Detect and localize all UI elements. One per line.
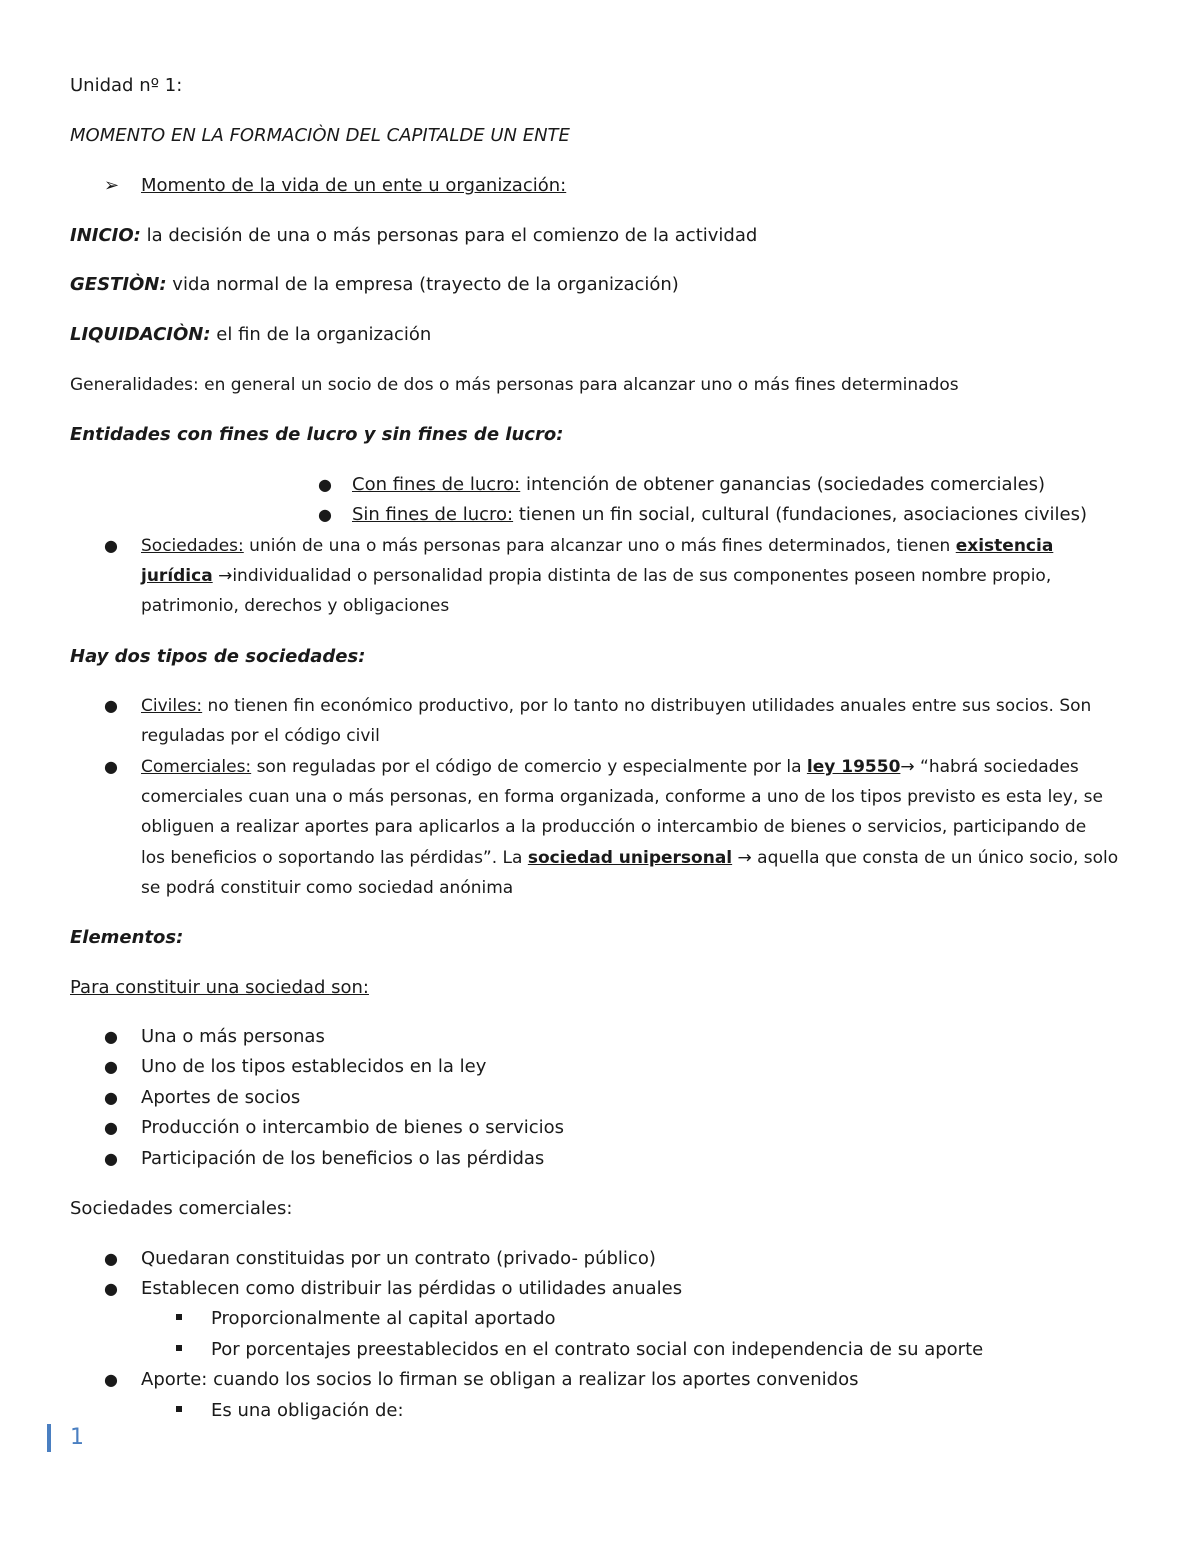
- elemento-item: Participación de los beneficios o las pérdidas: [141, 1148, 545, 1169]
- juridica-term: jurídica: [141, 566, 213, 586]
- comerciales-line-1: [141, 755, 1079, 779]
- liquidacion-label: LIQUIDACIÒN:: [70, 324, 211, 345]
- bullet-icon: ●: [104, 1057, 118, 1076]
- liquidacion-line: [70, 323, 431, 347]
- arrow-bullet-icon: ➢: [104, 175, 120, 196]
- con-fines-line: [352, 473, 1045, 497]
- bullet-icon: ●: [104, 1279, 118, 1298]
- sc-item-3: Aporte: cuando los socios lo firman se obligan a realizar los aportes convenidos: [141, 1369, 859, 1390]
- bullet-icon: ●: [104, 1088, 118, 1107]
- bullet-icon: ●: [318, 505, 332, 524]
- sociedades-comerciales-heading: Sociedades comerciales:: [70, 1198, 293, 1219]
- elemento-item: Producción o intercambio de bienes o servicios: [141, 1117, 565, 1138]
- unit-label: Unidad nº 1:: [70, 75, 183, 96]
- unipersonal-term: sociedad unipersonal: [527, 848, 733, 868]
- bullet-icon: ●: [104, 536, 118, 555]
- gestion-text: vida normal de la empresa (trayecto de la organización): [166, 274, 679, 295]
- bullet-icon: ●: [104, 1149, 118, 1168]
- civiles-line-1: [141, 694, 1091, 718]
- elemento-item: Aportes de socios: [141, 1087, 301, 1108]
- sociedades-line-2: [141, 564, 1051, 588]
- existencia-term: existencia: [955, 536, 1054, 556]
- inicio-label: INICIO:: [70, 225, 141, 246]
- elemento-item: Uno de los tipos establecidos en la ley: [141, 1056, 487, 1077]
- comerciales-text-1a: son reguladas por el código de comercio y especialmente por la: [251, 757, 807, 777]
- para-constituir-heading: Para constituir una sociedad son:: [70, 977, 369, 998]
- gestion-label: GESTIÒN:: [70, 274, 167, 295]
- square-bullet-icon: [176, 1314, 182, 1320]
- civiles-label: Civiles:: [141, 696, 203, 716]
- page-number-bar: [47, 1424, 51, 1452]
- sin-fines-text: tienen un fin social, cultural (fundaciones, asociaciones civiles): [513, 504, 1087, 525]
- bullet-icon: ●: [104, 696, 118, 715]
- entidades-heading: Entidades con fines de lucro y sin fines de lucro:: [70, 424, 564, 445]
- elementos-heading: Elementos:: [70, 927, 184, 948]
- sociedades-line-3: patrimonio, derechos y obligaciones: [141, 596, 450, 616]
- civiles-text-1: no tienen fin económico productivo, por lo tanto no distribuyen utilidades anuales entre sus socios. Son: [202, 696, 1092, 716]
- sc-item-1: Quedaran constituidas por un contrato (privado- público): [141, 1248, 656, 1269]
- ley-term: ley 19550: [806, 757, 901, 777]
- generalidades-line: Generalidades: en general un socio de dos o más personas para alcanzar uno o más fines determinados: [70, 375, 959, 395]
- sc-sub-2: Por porcentajes preestablecidos en el contrato social con independencia de su aporte: [211, 1339, 984, 1360]
- sin-fines-label: Sin fines de lucro:: [352, 504, 514, 525]
- sociedades-text-1: unión de una o más personas para alcanzar uno o más fines determinados, tienen: [243, 536, 956, 556]
- sin-fines-line: [352, 503, 1087, 527]
- bullet-icon: ●: [104, 1370, 118, 1389]
- sociedades-text-2: →individualidad o personalidad propia distinta de las de sus componentes poseen nombre propio,: [212, 566, 1052, 586]
- bullet-icon: ●: [104, 1027, 118, 1046]
- liquidacion-text: el fin de la organización: [210, 324, 432, 345]
- sc-sub-3: Es una obligación de:: [211, 1400, 404, 1421]
- document-title: MOMENTO EN LA FORMACIÒN DEL CAPITALDE UN ENTE: [70, 125, 570, 146]
- sc-sub-1: Proporcionalmente al capital aportado: [211, 1308, 556, 1329]
- tipos-heading: Hay dos tipos de sociedades:: [70, 646, 366, 667]
- gestion-line: [70, 273, 679, 297]
- bullet-icon: ●: [318, 475, 332, 494]
- sociedades-label: Sociedades:: [141, 536, 244, 556]
- page-number: 1: [70, 1425, 84, 1450]
- comerciales-line-4: [141, 846, 1118, 870]
- square-bullet-icon: [176, 1345, 182, 1351]
- square-bullet-icon: [176, 1406, 182, 1412]
- comerciales-line-5: se podrá constituir como sociedad anónima: [141, 878, 514, 898]
- comerciales-text-4a: los beneficios o soportando las pérdidas”. La: [141, 848, 528, 868]
- bullet-icon: ●: [104, 1249, 118, 1268]
- bullet-icon: ●: [104, 1118, 118, 1137]
- comerciales-line-3: obliguen a realizar aportes para aplicarlos a la producción o intercambio de bienes o servicios, participando de: [141, 817, 1087, 837]
- con-fines-text: intención de obtener ganancias (sociedades comerciales): [520, 474, 1046, 495]
- con-fines-label: Con fines de lucro:: [352, 474, 521, 495]
- comerciales-line-2: comerciales cuan una o más personas, en forma organizada, conforme a uno de los tipos previsto es esta ley, se: [141, 787, 1103, 807]
- sociedades-line-1: [141, 534, 1053, 558]
- comerciales-text-1b: → “habrá sociedades: [900, 757, 1079, 777]
- comerciales-label: Comerciales:: [141, 757, 252, 777]
- sc-item-2: Establecen como distribuir las pérdidas o utilidades anuales: [141, 1278, 683, 1299]
- elemento-item: Una o más personas: [141, 1026, 325, 1047]
- bullet-icon: ●: [104, 757, 118, 776]
- inicio-line: [70, 224, 757, 248]
- inicio-text: la decisión de una o más personas para el comienzo de la actividad: [140, 225, 758, 246]
- civiles-line-2: reguladas por el código civil: [141, 726, 380, 746]
- comerciales-text-4b: → aquella que consta de un único socio, solo: [732, 848, 1119, 868]
- momento-heading: Momento de la vida de un ente u organización:: [141, 175, 567, 196]
